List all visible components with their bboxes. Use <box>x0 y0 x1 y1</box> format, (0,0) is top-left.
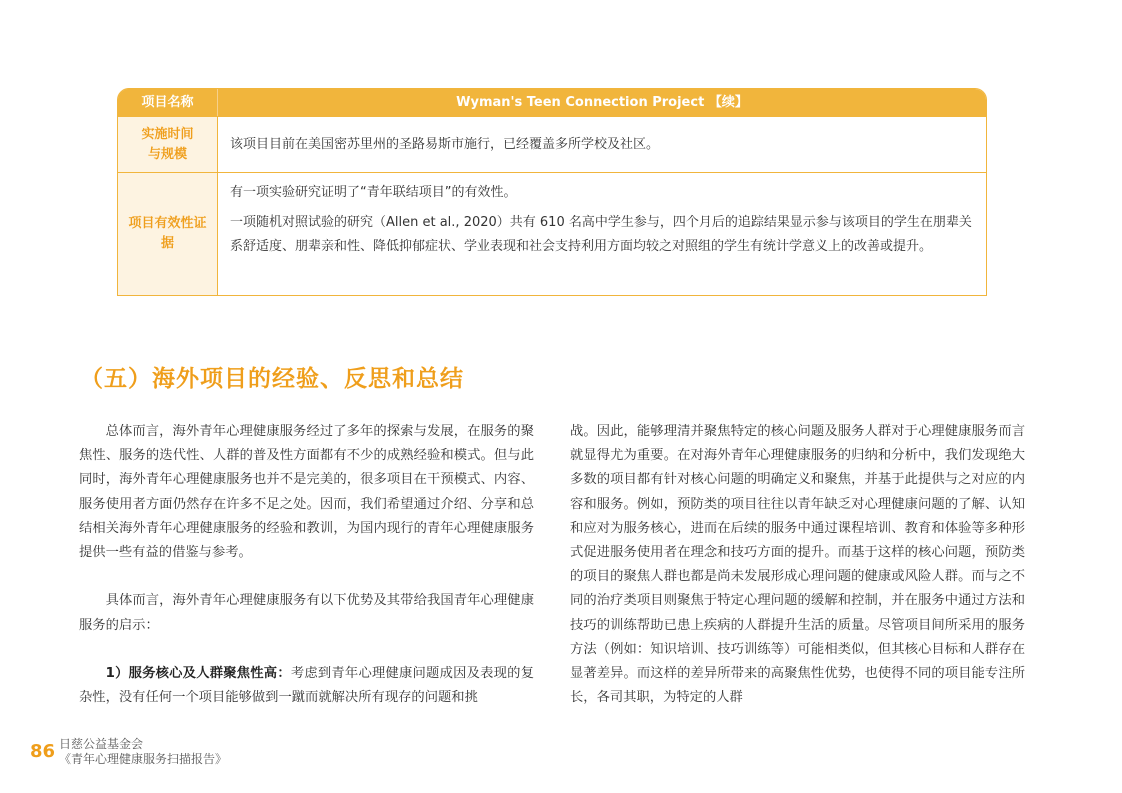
header-project-name: Wyman's Teen Connection Project 【续】 <box>456 94 748 110</box>
row-label-text: 实施时间与规模 <box>141 126 194 162</box>
table-row <box>118 172 986 295</box>
advantage-text: 考虑到青年心理健康问题成因及表现的复杂性，没有任何一个项目能够做到一蹴而就解决所有现存的问题和挑 <box>79 666 534 706</box>
footer-source <box>59 737 227 767</box>
footer-org: 日慈公益基金会 <box>59 737 144 751</box>
project-table <box>117 88 987 296</box>
body-paragraph: 具体而言，海外青年心理健康服务有以下优势及其带给我国青年心理健康服务的启示： <box>79 593 534 633</box>
header-label: 项目名称 <box>118 89 218 116</box>
body-paragraph: 战。因此，能够理清并聚焦特定的核心问题及服务人群对于心理健康服务而言就显得尤为重要。在对海外青年心理健康服务的归纳和分析中，我们发现绝大多数的项目都有针对核心问题的明确定义和聚焦，并基于此提供与之对应的内容和服务。例如，预防类的项目往往以青年缺乏对心理健康问题的了解、认知和应对为服务核心，进而在后续的服务中通过课程培训、教育和体验等多种形式促进服务使用者在理念和技巧方面的提升。而基于这样的核心问题，预防类的项目的聚焦人群也都是尚未发展形成心理问题的健康或风险人群。而与之不同的治疗类项目则聚焦于特定心理问题的缓解和控制，并在服务中通过方法和技巧的训练帮助已患上疾病的人群提升生活的质量。尽管项目间所采用的服务方法（例如：知识培训、技巧训练等）可能相类似，但其核心目标和人群存在显著差异。而这样的差异所带来的高聚焦性优势，也使得不同的项目能专注所长，各司其职，为特定的人群 <box>570 424 1025 706</box>
row-label-scale <box>118 117 218 172</box>
row-value-evidence <box>218 173 986 295</box>
body-paragraph-advantage-1 <box>79 662 534 710</box>
evidence-paragraph-1: 有一项实验研究证明了“青年联结项目”的有效性。 <box>230 185 517 200</box>
right-column <box>570 420 1025 710</box>
row-label-text: 项目有效性证据 <box>128 216 207 251</box>
body-paragraph: 总体而言，海外青年心理健康服务经过了多年的探索与发展，在服务的聚焦性、服务的迭代性、人群的普及性方面都有不少的成熟经验和模式。但与此同时，海外青年心理健康服务也并不是完美的，很多项目在干预模式、内容、服务使用者方面仍然存在许多不足之处。因而，我们希望通过介绍、分享和总结相关海外青年心理健康服务的经验和教训，为国内现行的青年心理健康服务提供一些有益的借鉴与参考。 <box>79 424 534 561</box>
left-column <box>79 420 534 710</box>
section-title: （五）海外项目的经验、反思和总结 <box>80 366 464 392</box>
footer-report-title: 《青年心理健康服务扫描报告》 <box>59 752 228 766</box>
page-number: 86 <box>30 741 56 762</box>
table-row <box>118 116 986 172</box>
evidence-paragraph-2: 一项随机对照试验的研究（Allen et al., 2020）共有 610 名高中学生参与，四个月后的追踪结果显示参与该项目的学生在朋辈关系舒适度、朋辈亲和性、降低抑郁症状、学业表现和社会支持利用方面均较之对照组的学生有统计学意义上的改善或提升。 <box>230 215 972 254</box>
row-value-scale: 该项目目前在美国密苏里州的圣路易斯市施行，已经覆盖多所学校及社区。 <box>230 136 660 152</box>
advantage-heading: 1）服务核心及人群聚焦性高： <box>105 666 291 681</box>
table-header-row <box>118 89 986 116</box>
row-label-evidence <box>118 173 218 295</box>
